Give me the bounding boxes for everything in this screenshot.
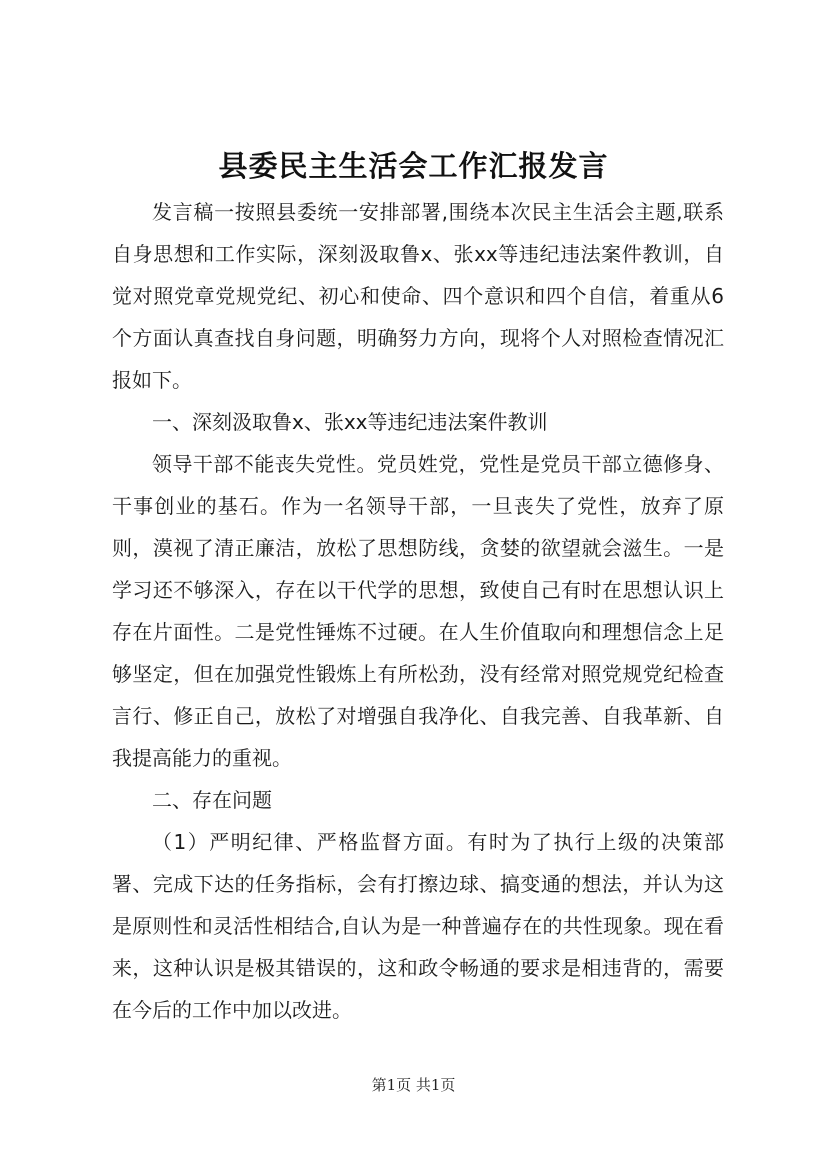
document-title: 县委民主生活会工作汇报发言 — [218, 149, 609, 183]
section-heading-problems: 二、存在问题 — [152, 788, 272, 812]
lessons-paragraph: 领导干部不能丧失党性。党员姓党，党性是党员干部立德修身、干事创业的基石。作为一名领导干部，一旦丧失了党性，放弃了原则，漠视了清正廉洁，放松了思想防线，贪婪的欲望就会滋生。一是学习还不够深入，存在以干代学的思想，致使自己有时在思想认识上存在片面性。二是党性锤炼不过硬。在人生价值取向和理想信念上足够坚定，但在加强党性锻炼上有所松劲，没有经常对照党规党纪检查言行、修正自己，放松了对增强自我净化、自我完善、自我革新、自我提高能力的重视。 — [112, 452, 724, 770]
page-footer: 第1页 共1页 — [371, 1076, 456, 1094]
document-body — [112, 191, 724, 1031]
problem-item-1: （1）严明纪律、严格监督方面。有时为了执行上级的决策部署、完成下达的任务指标，会有打擦边球、搞变通的想法，并认为这是原则性和灵活性相结合,自认为是一种普遍存在的共性现象。现在看来，这种认识是极其错误的，这和政令畅通的要求是相违背的，需要在今后的工作中加以改进。 — [112, 830, 724, 1022]
section-heading-lessons: 一、深刻汲取鲁x、张xx等违纪违法案件教训 — [152, 410, 548, 434]
intro-paragraph: 发言稿一按照县委统一安排部署,围绕本次民主生活会主题,联系自身思想和工作实际，深刻汲取鲁x、张xx等违纪违法案件教训，自觉对照党章党规党纪、初心和使命、四个意识和四个自信，着重从6个方面认真查找自身问题，明确努力方向，现将个人对照检查情况汇报如下。 — [112, 200, 724, 392]
